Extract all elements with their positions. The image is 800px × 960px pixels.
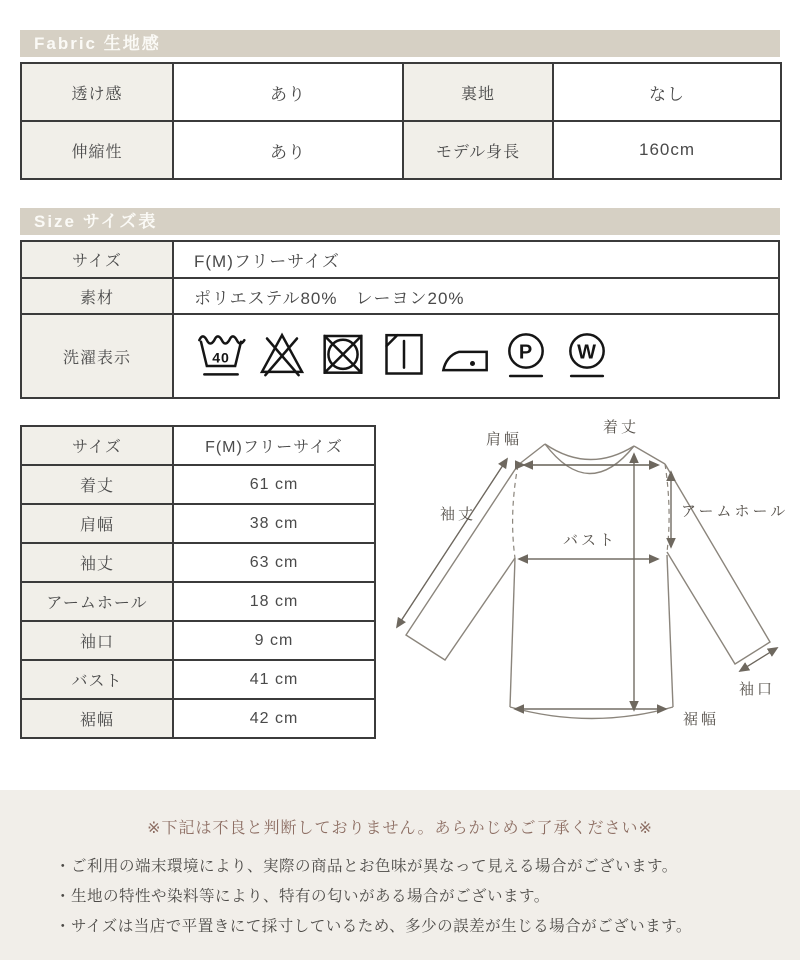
meas-value-bust: 41 cm	[173, 660, 375, 699]
garment-outline	[406, 444, 770, 719]
meas-label-sleeve: 袖丈	[21, 543, 173, 582]
meas-value-body-length: 61 cm	[173, 465, 375, 504]
table-row	[21, 660, 375, 699]
table-row	[21, 621, 375, 660]
diagram-label-armhole: アームホール	[681, 503, 789, 520]
garment-measurement-diagram	[388, 412, 792, 757]
meas-label-bust: バスト	[21, 660, 173, 699]
dry-clean-p-mild-icon	[501, 329, 551, 383]
wash-temp-label: 40	[212, 350, 230, 367]
measurement-table	[20, 425, 376, 739]
list-item: ・生地の特性や染料等により、特有の匂いがある場合がございます。	[55, 888, 550, 905]
table-row	[21, 63, 781, 121]
diagram-label-sleeve-length: 袖丈	[439, 506, 477, 523]
list-item: ・サイズは当店で平置きにて採寸しているため、多少の誤差が生じる場合がございます。	[55, 918, 692, 935]
diagram-label-bust: バスト	[562, 532, 618, 549]
table-row	[21, 504, 375, 543]
fabric-label-stretch: 伸縮性	[21, 121, 173, 179]
fabric-value-model-height: 160cm	[553, 121, 781, 179]
meas-value-shoulder: 38 cm	[173, 504, 375, 543]
laundry-symbols	[194, 329, 778, 383]
wash-40-mild-icon	[196, 329, 246, 383]
table-row	[21, 121, 781, 179]
meas-value-sleeve: 63 cm	[173, 543, 375, 582]
size-value: F(M)フリーサイズ	[173, 241, 779, 278]
meas-header-label: サイズ	[21, 426, 173, 465]
fabric-label-lining: 裏地	[403, 63, 553, 121]
table-row	[21, 699, 375, 738]
meas-value-cuff: 9 cm	[173, 621, 375, 660]
table-row	[21, 426, 375, 465]
table-row	[21, 582, 375, 621]
diagram-label-hem-width: 裾幅	[682, 711, 720, 728]
fabric-value-lining: なし	[553, 63, 781, 121]
no-bleach-icon	[257, 329, 307, 383]
list-item: ・ご利用の端末環境により、実際の商品とお色味が異なって見える場合がございます。	[55, 858, 678, 875]
size-material-table	[20, 240, 780, 399]
dimension-arrows	[397, 454, 777, 710]
meas-label-shoulder: 肩幅	[21, 504, 173, 543]
material-label: 素材	[21, 278, 173, 314]
table-row	[21, 241, 779, 278]
svg-text:W: W	[577, 341, 597, 364]
table-row	[21, 543, 375, 582]
meas-label-hem: 裾幅	[21, 699, 173, 738]
care-symbols-cell	[173, 314, 779, 398]
fabric-value-sheerness: あり	[173, 63, 403, 121]
size-label: サイズ	[21, 241, 173, 278]
meas-value-armhole: 18 cm	[173, 582, 375, 621]
care-label: 洗濯表示	[21, 314, 173, 398]
diagram-label-cuff: 袖口	[738, 681, 776, 698]
meas-label-cuff: 袖口	[21, 621, 173, 660]
table-row	[21, 314, 779, 398]
fabric-label-model-height: モデル身長	[403, 121, 553, 179]
meas-value-hem: 42 cm	[173, 699, 375, 738]
diagram-label-shoulder: 肩幅	[485, 431, 522, 448]
fabric-table	[20, 62, 782, 180]
meas-header-value: F(M)フリーサイズ	[173, 426, 375, 465]
material-value: ポリエステル80% レーヨン20%	[173, 278, 779, 314]
iron-low-icon	[440, 329, 490, 383]
disclaimer-list	[55, 852, 800, 942]
table-row	[21, 278, 779, 314]
svg-text:P: P	[518, 341, 534, 364]
no-tumble-dry-icon	[318, 329, 368, 383]
size-section-header: Size サイズ表	[20, 208, 780, 235]
meas-label-body-length: 着丈	[21, 465, 173, 504]
disclaimer-title: ※下記は不良と判断しておりません。あらかじめご了承ください※	[147, 820, 653, 837]
line-dry-in-shade-icon	[379, 329, 429, 383]
table-row	[21, 465, 375, 504]
fabric-value-stretch: あり	[173, 121, 403, 179]
disclaimer-section	[0, 790, 800, 960]
meas-label-armhole: アームホール	[21, 582, 173, 621]
diagram-label-body-length: 着丈	[602, 419, 640, 436]
fabric-label-sheerness: 透け感	[21, 63, 173, 121]
wet-clean-w-mild-icon	[562, 329, 612, 383]
fabric-section-header: Fabric 生地感	[20, 30, 780, 57]
